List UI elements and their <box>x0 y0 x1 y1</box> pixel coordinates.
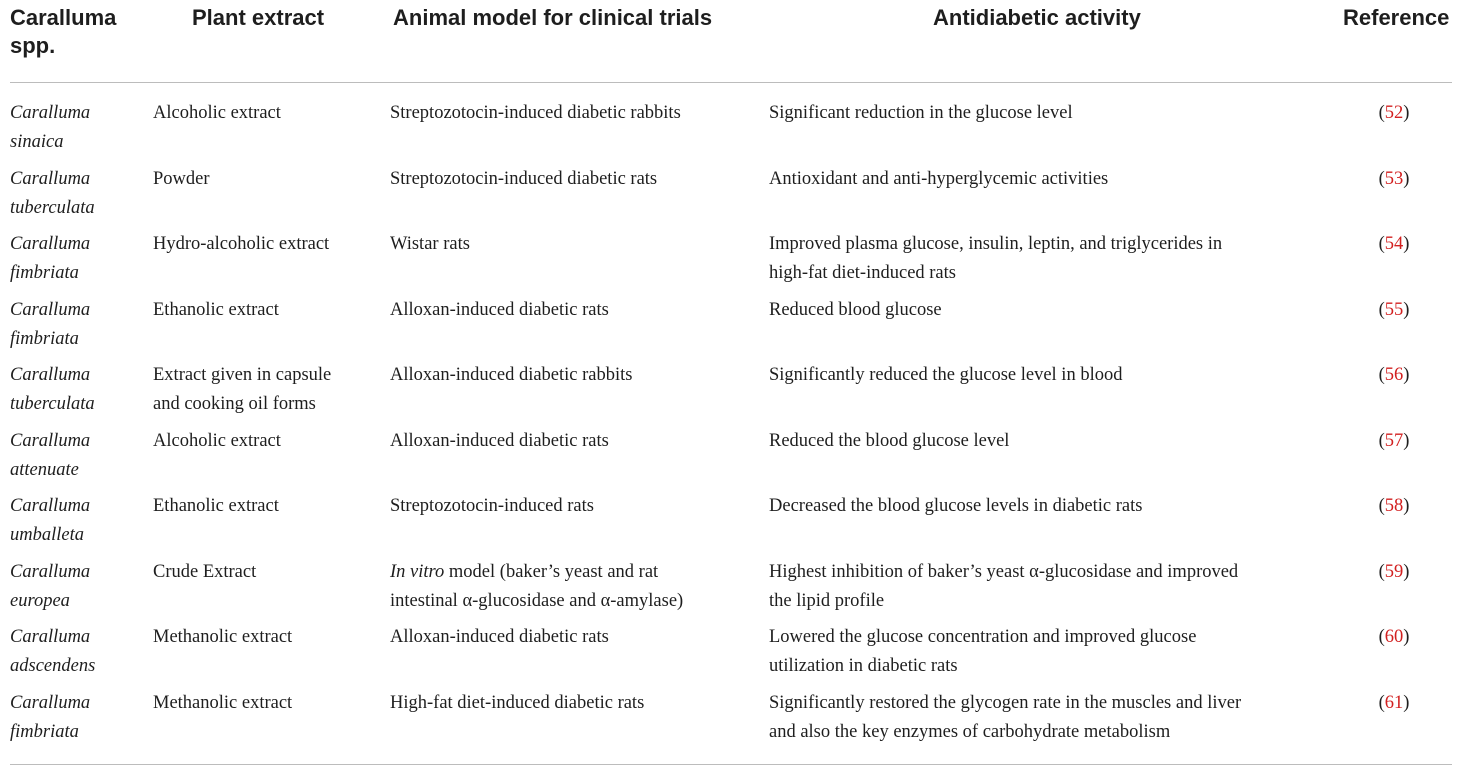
header-reference: Reference <box>1343 5 1450 30</box>
cell-reference: (60) <box>1378 627 1410 647</box>
reference-link[interactable]: 57 <box>1384 430 1404 451</box>
table-row <box>0 361 1460 426</box>
cell-reference: (54) <box>1378 234 1410 254</box>
cell-model: Alloxan-induced diabetic rabbits <box>390 365 633 385</box>
cell-extract: Alcoholic extract <box>153 430 281 451</box>
cell-activity: Significant reduction in the glucose level <box>769 103 1073 123</box>
cell-reference: (58) <box>1378 496 1410 516</box>
cell-activity: Antioxidant and anti-hyperglycemic activities <box>769 168 1109 189</box>
reference-link[interactable]: 54 <box>1384 234 1404 254</box>
reference-link[interactable]: 53 <box>1384 168 1404 189</box>
table-row <box>0 230 1460 295</box>
reference-link[interactable]: 55 <box>1384 299 1404 320</box>
cell-model: Streptozotocin-induced rats <box>390 496 594 516</box>
cell-species: Caralluma tuberculata <box>10 168 95 218</box>
cell-model: Streptozotocin-induced diabetic rabbits <box>390 103 681 123</box>
table-row <box>0 689 1460 754</box>
cell-species: Caralluma attenuate <box>10 430 91 480</box>
header-activity: Antidiabetic activity <box>933 5 1141 30</box>
cell-activity: Reduced the blood glucose level <box>769 430 1010 451</box>
cell-reference: (59) <box>1378 561 1410 582</box>
cell-extract: Methanolic extract <box>153 692 293 713</box>
reference-link[interactable]: 59 <box>1384 561 1404 582</box>
table-row <box>0 296 1460 361</box>
cell-reference: (53) <box>1378 168 1410 189</box>
cell-reference: (56) <box>1378 365 1410 385</box>
cell-model: High-fat diet-induced diabetic rats <box>390 692 645 713</box>
cell-model: Alloxan-induced diabetic rats <box>390 430 609 451</box>
table-row <box>0 427 1460 492</box>
header-rule <box>10 82 1452 83</box>
cell-species: Caralluma adscendens <box>10 627 96 676</box>
cell-species: Caralluma fimbriata <box>10 692 91 742</box>
table-row <box>0 165 1460 230</box>
header-extract: Plant extract <box>192 5 325 30</box>
cell-species: Caralluma fimbriata <box>10 234 91 283</box>
cell-reference: (61) <box>1378 692 1410 713</box>
table-row <box>0 623 1460 688</box>
cell-model: Streptozotocin-induced diabetic rats <box>390 168 658 189</box>
reference-link[interactable]: 56 <box>1384 365 1404 385</box>
reference-link[interactable]: 61 <box>1384 692 1404 713</box>
cell-activity: Decreased the blood glucose levels in diabetic rats <box>769 496 1143 516</box>
cell-species: Caralluma umballeta <box>10 496 91 545</box>
model-italic-text: In vitro <box>390 561 445 582</box>
bottom-rule <box>10 764 1452 765</box>
cell-extract: Hydro-alcoholic extract <box>153 234 330 254</box>
cell-extract: Methanolic extract <box>153 627 293 647</box>
cell-model: Alloxan-induced diabetic rats <box>390 627 609 647</box>
table-row <box>0 558 1460 623</box>
reference-link[interactable]: 60 <box>1384 627 1404 647</box>
table-row <box>0 492 1460 557</box>
cell-extract: Extract given in capsule and cooking oil forms <box>153 365 332 414</box>
cell-activity: Significantly reduced the glucose level in blood <box>769 365 1123 385</box>
cell-reference: (52) <box>1378 103 1410 123</box>
cell-species: Caralluma sinaica <box>10 103 91 152</box>
table-header <box>0 0 1460 82</box>
header-species: Caralluma spp. <box>10 5 117 58</box>
cell-activity: Significantly restored the glycogen rate in the muscles and liver and also the key enzymes of carbohydrate metabolism <box>769 692 1242 742</box>
cell-activity: Reduced blood glucose <box>769 299 942 320</box>
cell-extract: Crude Extract <box>153 561 257 582</box>
cell-extract: Powder <box>153 168 210 189</box>
cell-activity: Highest inhibition of baker’s yeast α-glucosidase and improved the lipid profile <box>769 561 1239 611</box>
table-row <box>0 99 1460 164</box>
cell-species: Caralluma europea <box>10 561 91 611</box>
header-model: Animal model for clinical trials <box>393 5 713 30</box>
reference-link[interactable]: 52 <box>1384 103 1404 123</box>
cell-activity: Lowered the glucose concentration and improved glucose utilization in diabetic rats <box>769 627 1197 676</box>
cell-reference: (57) <box>1378 430 1410 451</box>
cell-model: Alloxan-induced diabetic rats <box>390 299 609 320</box>
cell-model: Wistar rats <box>390 234 470 254</box>
cell-extract: Ethanolic extract <box>153 496 279 516</box>
cell-extract: Alcoholic extract <box>153 103 281 123</box>
cell-species: Caralluma tuberculata <box>10 365 95 414</box>
cell-activity: Improved plasma glucose, insulin, leptin, and triglycerides in high-fat diet-induced rats <box>769 234 1223 283</box>
cell-reference: (55) <box>1378 299 1410 320</box>
cell-species: Caralluma fimbriata <box>10 299 91 349</box>
cell-extract: Ethanolic extract <box>153 299 279 320</box>
cell-model: In vitro model (baker’s yeast and rat intestinal α-glucosidase and α-amylase) <box>390 561 684 611</box>
reference-link[interactable]: 58 <box>1384 496 1404 516</box>
